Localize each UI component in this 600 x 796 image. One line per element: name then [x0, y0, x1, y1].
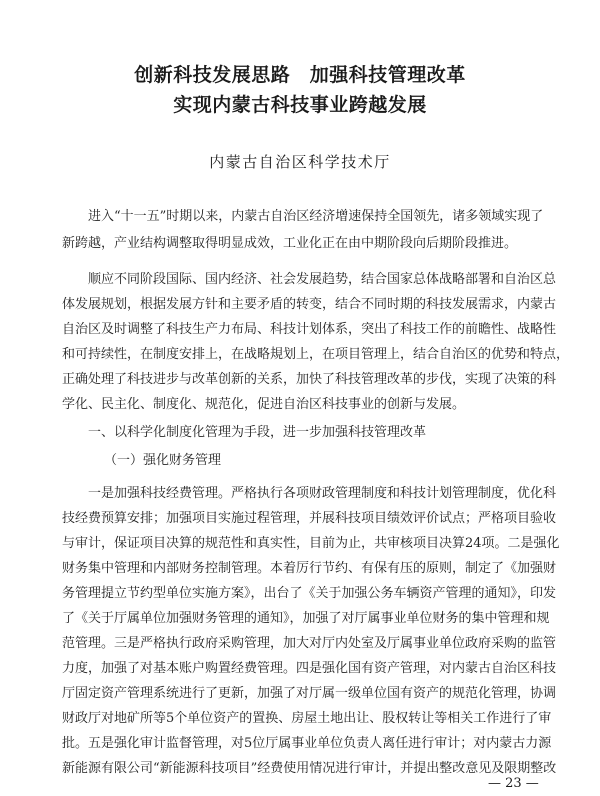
body-line: 范管理。三是严格执行政府采购管理，加大对厅内处室及厅属事业单位政府采购的监管	[62, 636, 557, 651]
body-line: 财政厅对地矿所等5个单位资产的置换、房屋土地出让、股权转让等相关工作进行了审	[62, 711, 552, 726]
body-line: 一是加强科技经费管理。严格执行各项财政管理制度和科技计划管理制度，优化科	[88, 486, 557, 501]
body-line: 了《关于厅属单位加强财务管理的通知》，加强了对厅属事业单位财务的集中管理和规	[62, 611, 550, 626]
body-line: 进入“十一五”时期以来，内蒙古自治区经济增速保持全国领先，诸多领域实现了	[88, 209, 544, 224]
body-line: 正确处理了科技进步与改革创新的关系，加快了科技管理改革的步伐，实现了决策的科	[62, 372, 557, 387]
body-line: 技经费预算安排；加强项目实施过程管理，并展科技项目绩效评价试点；严格项目验收	[62, 511, 557, 526]
title-line-2: 实现内蒙古科技事业跨越发展	[173, 94, 427, 116]
body-line: 新能源有限公司“新能源科技项目”经费使用情况进行审计，并提出整改意见及限期整改	[62, 761, 557, 776]
body-line: 学化、民主化、制度化、规范化，促进自治区科技事业的创新与发展。	[62, 397, 466, 412]
body-line: 体发展规划，根据发展方针和主要矛盾的转变，结合不同时期的科技发展需求，内蒙古	[62, 297, 557, 312]
body-line: 顺应不同阶段国际、国内经济、社会发展趋势，结合国家总体战略部署和自治区总	[88, 272, 557, 287]
section-heading: 一、以科学化制度化管理为手段，进一步加强科技管理改革	[88, 425, 427, 440]
body-line: 厅固定资产管理系统进行了更新，加强了对厅属一级单位国有资产的规范化管理，协调	[62, 686, 557, 701]
subsection-heading: （一）强化财务管理	[104, 453, 222, 468]
body-line: 财务集中管理和内部财务控制管理。本着厉行节约、有保有压的原则，制定了《加强财	[62, 561, 557, 576]
body-line: 批。五是强化审计监督管理，对5位厅属事业单位负责人离任进行审计；对内蒙古力源	[62, 736, 552, 751]
body-line: 与审计，保证项目决算的规范性和真实性，目前为止，共审核项目决算24项。二是强化	[62, 536, 560, 551]
page-number: — 23 —	[488, 776, 539, 791]
body-line: 新跨越，产业结构调整取得明显成效，工业化正在由中期阶段向后期阶段推进。	[62, 236, 518, 251]
body-line: 自治区及时调整了科技生产力布局、科技计划体系，突出了科技工作的前瞻性、战略性	[62, 322, 557, 337]
body-line: 和可持续性，在制度安排上，在战略規划上，在项目管理上，结合自治区的优势和特点，	[62, 347, 570, 362]
author: 内蒙古自治区科学技术厅	[209, 153, 391, 171]
body-line: 力度，加强了对基本账户购置经费管理。四是强化国有资产管理，对内蒙古自治区科技	[62, 661, 557, 676]
body-line: 务管理提立节约型单位实施方案》，出台了《关于加强公务车辆资产管理的通知》，印发	[62, 586, 557, 601]
title-line-1: 创新科技发展思路 加强科技管理改革	[134, 64, 466, 86]
